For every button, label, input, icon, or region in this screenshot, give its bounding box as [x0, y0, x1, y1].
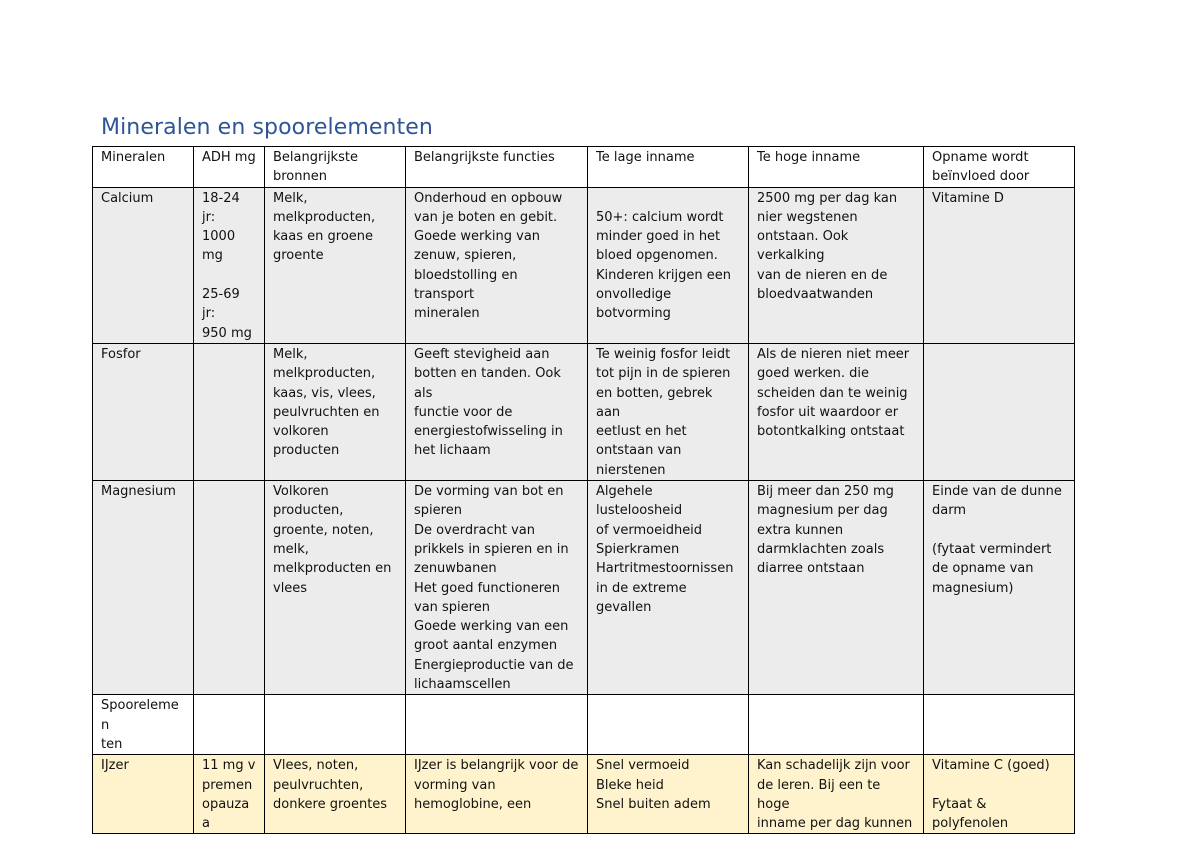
cell-line: de leren. Bij een te hoge — [757, 777, 885, 812]
cell-line: donkere groentes — [273, 796, 388, 812]
cell-high — [749, 147, 924, 188]
cell-line: Fosfor — [101, 346, 141, 362]
cell-line: Geeft stevigheid aan — [414, 346, 550, 362]
minerals-table — [92, 146, 1075, 834]
cell-adh — [194, 481, 265, 695]
cell-line: kaas, vis, vlees, — [273, 385, 376, 401]
cell-line: Te hoge inname — [757, 150, 861, 165]
cell-line: Hartritmestoornissen — [596, 561, 734, 577]
cell-line: 25-69 jr: — [202, 287, 244, 322]
cell-line: kaas en groene — [273, 229, 374, 245]
cell-line: beïnvloed door — [932, 169, 1030, 185]
cell-line: zenuwbanen — [414, 561, 497, 577]
cell-low — [588, 343, 749, 480]
cell-line: Einde van de dunne — [932, 484, 1062, 500]
cell-line: producten, — [273, 503, 344, 519]
cell-mineral — [93, 147, 194, 188]
cell-line — [596, 189, 740, 208]
cell-line: scheiden dan te weinig — [757, 385, 908, 401]
cell-line: volkoren producten — [273, 424, 340, 459]
cell-line: Spierkramen — [596, 541, 680, 557]
cell-line: Het goed functioneren — [414, 580, 560, 596]
cell-line: melkproducten en — [273, 561, 392, 577]
cell-sources — [265, 755, 406, 834]
cell-sources — [265, 481, 406, 695]
cell-high — [749, 187, 924, 343]
cell-line: Spoorelemen — [101, 698, 179, 733]
cell-line: bronnen — [273, 169, 327, 185]
cell-line: Bleke heid — [596, 777, 664, 793]
cell-low — [588, 695, 749, 755]
cell-line: botontkalking ontstaat — [757, 424, 905, 440]
cell-low — [588, 147, 749, 188]
cell-high — [749, 695, 924, 755]
cell-line: 18-24 jr: — [202, 190, 244, 225]
cell-sources — [265, 343, 406, 480]
cell-line: 11 mg v — [202, 758, 256, 774]
cell-line: ten — [101, 736, 123, 752]
cell-adh — [194, 343, 265, 480]
cell-functions — [406, 755, 588, 834]
cell-line: 1000 — [202, 229, 236, 245]
cell-high — [749, 481, 924, 695]
cell-line: botvorming — [596, 306, 671, 322]
cell-line: Fytaat & polyfenolen — [932, 796, 1009, 832]
cell-line — [932, 521, 1066, 540]
cell-functions — [406, 187, 588, 343]
cell-line: Melk, — [273, 190, 308, 206]
cell-line: IJzer is belangrijk voor de — [414, 758, 579, 774]
cell-line: Mineralen — [101, 150, 166, 165]
cell-line: inname per dag kunnen — [757, 816, 913, 832]
cell-line: eetlust en het — [596, 424, 687, 440]
cell-line: Vlees, noten, — [273, 758, 359, 774]
cell-line: Snel vermoeid — [596, 758, 690, 774]
cell-line: Energieproductie van de — [414, 657, 574, 673]
cell-high — [749, 343, 924, 480]
cell-absorption — [924, 343, 1075, 480]
cell-line: vlees — [273, 580, 308, 596]
cell-line: Goede werking van een — [414, 619, 569, 635]
cell-sources — [265, 187, 406, 343]
cell-line: ADH mg — [202, 150, 256, 165]
table-row — [93, 481, 1075, 695]
cell-line: (fytaat vermindert — [932, 541, 1052, 557]
cell-line: melkproducten, — [273, 209, 376, 225]
cell-line: ontstaan. Ook verkalking — [757, 229, 853, 264]
cell-functions — [406, 481, 588, 695]
cell-line: Calcium — [101, 190, 154, 206]
cell-line: magnesium) — [932, 580, 1014, 596]
cell-line: magnesium per dag — [757, 503, 888, 519]
cell-line: van spieren — [414, 599, 490, 615]
cell-sources — [265, 695, 406, 755]
cell-mineral — [93, 481, 194, 695]
cell-line: fosfor uit waardoor er — [757, 404, 899, 420]
cell-sources — [265, 147, 406, 188]
cell-line: tot pijn in de spieren — [596, 366, 731, 382]
cell-line: Kan schadelijk zijn voor — [757, 758, 910, 774]
cell-low — [588, 187, 749, 343]
cell-line — [202, 266, 256, 285]
cell-line: 950 mg — [202, 325, 252, 341]
cell-line: bloedstolling en transport — [414, 267, 522, 303]
table-row — [93, 695, 1075, 755]
cell-line: darm — [932, 503, 966, 519]
table-row — [93, 755, 1075, 834]
cell-line: Magnesium — [101, 484, 176, 500]
cell-line: energiestofwisseling in — [414, 424, 563, 440]
cell-line: nier wegstenen — [757, 209, 858, 225]
cell-line: diarree ontstaan — [757, 561, 865, 577]
cell-line — [932, 776, 1066, 795]
cell-absorption — [924, 695, 1075, 755]
cell-low — [588, 481, 749, 695]
cell-line: darmklachten zoals — [757, 541, 885, 557]
cell-line: 50+: calcium wordt — [596, 209, 724, 225]
cell-line: Belangrijkste functies — [414, 150, 555, 165]
cell-line: in de extreme gevallen — [596, 580, 691, 615]
cell-line: of vermoeidheid — [596, 522, 703, 538]
cell-line: De vorming van bot en — [414, 484, 564, 500]
cell-line: onvolledige — [596, 287, 672, 303]
cell-line: mg — [202, 248, 223, 264]
cell-line: functie voor de — [414, 404, 513, 420]
cell-line: Kinderen krijgen een — [596, 267, 732, 283]
cell-functions — [406, 695, 588, 755]
cell-line: hemoglobine, een — [414, 796, 532, 812]
cell-line: Vitamine D — [932, 190, 1004, 206]
cell-adh — [194, 147, 265, 188]
cell-line: bloedvaatwanden — [757, 287, 874, 303]
cell-absorption — [924, 147, 1075, 188]
cell-line: Te weinig fosfor leidt — [596, 346, 731, 362]
cell-line: Snel buiten adem — [596, 796, 711, 812]
table-row — [93, 187, 1075, 343]
cell-line: groot aantal enzymen — [414, 638, 558, 654]
cell-line: 2500 mg per dag kan — [757, 190, 898, 206]
cell-line: peulvruchten en — [273, 404, 380, 420]
cell-line: botten en tanden. Ook als — [414, 366, 566, 401]
cell-line: goed werken. die — [757, 366, 869, 382]
cell-line: bloed opgenomen. — [596, 248, 718, 264]
cell-line: nierstenen — [596, 462, 666, 478]
cell-absorption — [924, 187, 1075, 343]
table-row — [93, 343, 1075, 480]
cell-line: Opname wordt — [932, 150, 1029, 165]
cell-line: opauzaa — [202, 796, 250, 832]
cell-line: Melk, — [273, 346, 308, 362]
cell-line: prikkels in spieren en in — [414, 541, 569, 557]
cell-line: minder goed in het — [596, 229, 721, 245]
cell-functions — [406, 343, 588, 480]
cell-line: groente — [273, 248, 324, 264]
cell-line: Goede werking van — [414, 229, 541, 245]
cell-line: premen — [202, 777, 253, 793]
cell-line: zenuw, spieren, — [414, 248, 517, 264]
cell-adh — [194, 755, 265, 834]
cell-adh — [194, 695, 265, 755]
cell-line: Belangrijkste — [273, 150, 358, 165]
cell-low — [588, 755, 749, 834]
table-header-row — [93, 147, 1075, 188]
cell-line: vorming van — [414, 777, 496, 793]
cell-mineral — [93, 343, 194, 480]
cell-mineral — [93, 755, 194, 834]
cell-line: lichaamscellen — [414, 677, 511, 693]
cell-functions — [406, 147, 588, 188]
cell-line: spieren — [414, 503, 462, 519]
cell-line: extra kunnen — [757, 522, 844, 538]
cell-line: Volkoren — [273, 484, 329, 500]
page-title: Mineralen en spoorelementen — [101, 115, 433, 140]
cell-line: melkproducten, — [273, 366, 376, 382]
cell-line: IJzer — [101, 758, 129, 774]
cell-adh — [194, 187, 265, 343]
cell-absorption — [924, 481, 1075, 695]
cell-line: mineralen — [414, 306, 480, 322]
cell-line: het lichaam — [414, 443, 491, 459]
cell-line: Vitamine C (goed) — [932, 758, 1050, 774]
cell-line: melk, — [273, 541, 309, 557]
cell-absorption — [924, 755, 1075, 834]
cell-mineral — [93, 187, 194, 343]
cell-line: Als de nieren niet meer — [757, 346, 910, 362]
cell-line: groente, noten, — [273, 522, 374, 538]
cell-line: peulvruchten, — [273, 777, 364, 793]
cell-line: Te lage inname — [596, 150, 695, 165]
cell-line: Algehele lusteloosheid — [596, 484, 683, 519]
cell-line: Onderhoud en opbouw — [414, 190, 563, 206]
cell-line: en botten, gebrek aan — [596, 385, 717, 420]
cell-line: Bij meer dan 250 mg — [757, 484, 894, 500]
cell-line: De overdracht van — [414, 522, 535, 538]
cell-mineral — [93, 695, 194, 755]
cell-line: ontstaan van — [596, 443, 682, 459]
cell-line: de opname van — [932, 561, 1034, 577]
cell-line: van je boten en gebit. — [414, 209, 558, 225]
cell-high — [749, 755, 924, 834]
cell-line: van de nieren en de — [757, 267, 888, 283]
